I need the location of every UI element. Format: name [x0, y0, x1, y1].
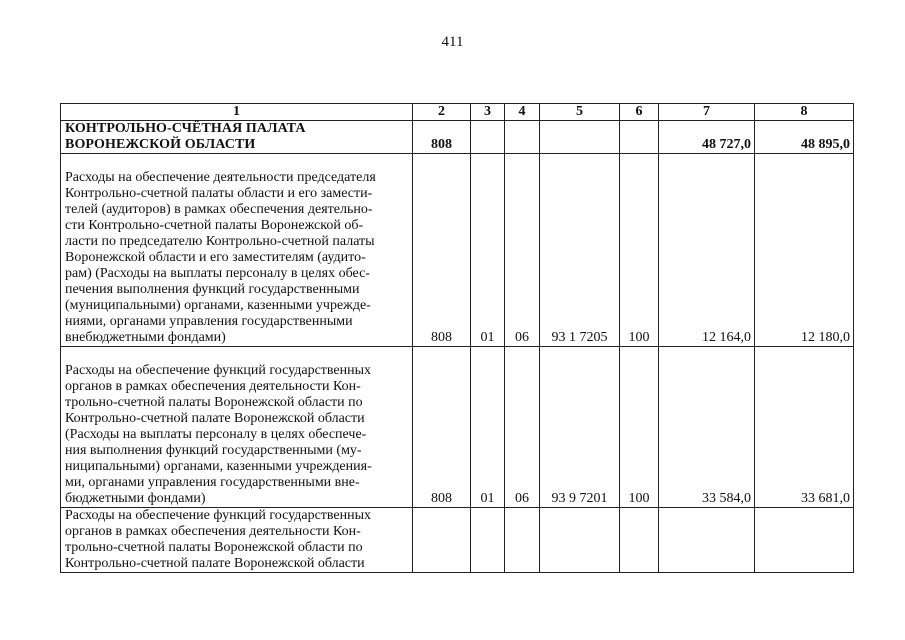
desc-line: Контрольно-счетной палате Воронежской области: [65, 556, 365, 571]
row-col4: 06: [505, 154, 540, 347]
row-col7: 12 164,0: [659, 154, 755, 347]
org-row: [61, 121, 854, 154]
row-description: [61, 154, 413, 347]
row-col3: 01: [471, 154, 505, 347]
row-col2: 808: [413, 347, 471, 508]
row-col4: 06: [505, 347, 540, 508]
desc-line: ми, органами управления государственными вне-: [65, 475, 360, 490]
org-name-line: КОНТРОЛЬНО-СЧЁТНАЯ ПАЛАТА: [65, 121, 306, 136]
header-cell-2: 2: [413, 104, 471, 121]
table-header-row: [61, 104, 854, 121]
budget-table: [60, 103, 854, 573]
row-col8: 12 180,0: [755, 154, 854, 347]
row-description: [61, 508, 413, 573]
desc-line: ласти по председателю Контрольно-счетной палаты: [65, 234, 375, 249]
table-row: [61, 508, 854, 573]
desc-line: Расходы на обеспечение функций государственных: [65, 363, 372, 378]
org-col2: 808: [413, 121, 471, 154]
org-col4: [505, 121, 540, 154]
desc-line: Расходы на обеспечение деятельности председателя: [65, 170, 376, 185]
org-col3: [471, 121, 505, 154]
org-col6: [620, 121, 659, 154]
row-description: [61, 347, 413, 508]
desc-line: ния выполнения функций государственными (му-: [65, 443, 362, 458]
row-col3: 01: [471, 347, 505, 508]
table-row: [61, 154, 854, 347]
header-cell-5: 5: [540, 104, 620, 121]
org-col5: [540, 121, 620, 154]
header-cell-7: 7: [659, 104, 755, 121]
desc-line: ниципальными) органами, казенными учреждения-: [65, 459, 372, 474]
header-cell-3: 3: [471, 104, 505, 121]
row-col2: 808: [413, 154, 471, 347]
row-col7: [659, 508, 755, 573]
desc-line: бюджетными фондами): [65, 491, 206, 506]
row-col5: 93 1 7205: [540, 154, 620, 347]
row-col5: 93 9 7201: [540, 347, 620, 508]
desc-line: печения выполнения функций государственными: [65, 282, 360, 297]
desc-line: Расходы на обеспечение функций государственных: [65, 508, 372, 523]
row-col6: [620, 508, 659, 573]
row-col6: 100: [620, 347, 659, 508]
desc-line: Контрольно-счетной палаты области и его замести-: [65, 186, 373, 201]
page-number: 411: [441, 34, 464, 50]
desc-line: органов в рамках обеспечения деятельности Кон-: [65, 524, 361, 539]
org-name: [61, 121, 413, 154]
row-col2: [413, 508, 471, 573]
org-col7: 48 727,0: [659, 121, 755, 154]
desc-line: Воронежской области и его заместителям (аудито-: [65, 250, 366, 265]
desc-line: органов в рамках обеспечения деятельности Кон-: [65, 379, 361, 394]
header-cell-1: 1: [61, 104, 413, 121]
row-col7: 33 584,0: [659, 347, 755, 508]
desc-line: ниями, органами управления государственными: [65, 314, 353, 329]
desc-line: рам) (Расходы на выплаты персоналу в целях обес-: [65, 266, 370, 281]
row-col5: [540, 508, 620, 573]
header-cell-8: 8: [755, 104, 854, 121]
desc-line: сти Контрольно-счетной палаты Воронежской об-: [65, 218, 364, 233]
table-row: [61, 347, 854, 508]
desc-line: телей (аудиторов) в рамках обеспечения деятельно-: [65, 202, 373, 217]
desc-line: трольно-счетной палаты Воронежской области по: [65, 395, 363, 410]
desc-line: (Расходы на выплаты персоналу в целях обеспече-: [65, 427, 367, 442]
desc-line: Контрольно-счетной палате Воронежской области: [65, 411, 365, 426]
desc-line: трольно-счетной палаты Воронежской области по: [65, 540, 363, 555]
header-cell-6: 6: [620, 104, 659, 121]
row-col8: [755, 508, 854, 573]
org-col8: 48 895,0: [755, 121, 854, 154]
header-cell-4: 4: [505, 104, 540, 121]
org-name-line: ВОРОНЕЖСКОЙ ОБЛАСТИ: [65, 137, 256, 152]
desc-line: внебюджетными фондами): [65, 330, 226, 345]
desc-line: (муниципальными) органами, казенными учрежде-: [65, 298, 371, 313]
row-col3: [471, 508, 505, 573]
row-col6: 100: [620, 154, 659, 347]
row-col8: 33 681,0: [755, 347, 854, 508]
row-col4: [505, 508, 540, 573]
